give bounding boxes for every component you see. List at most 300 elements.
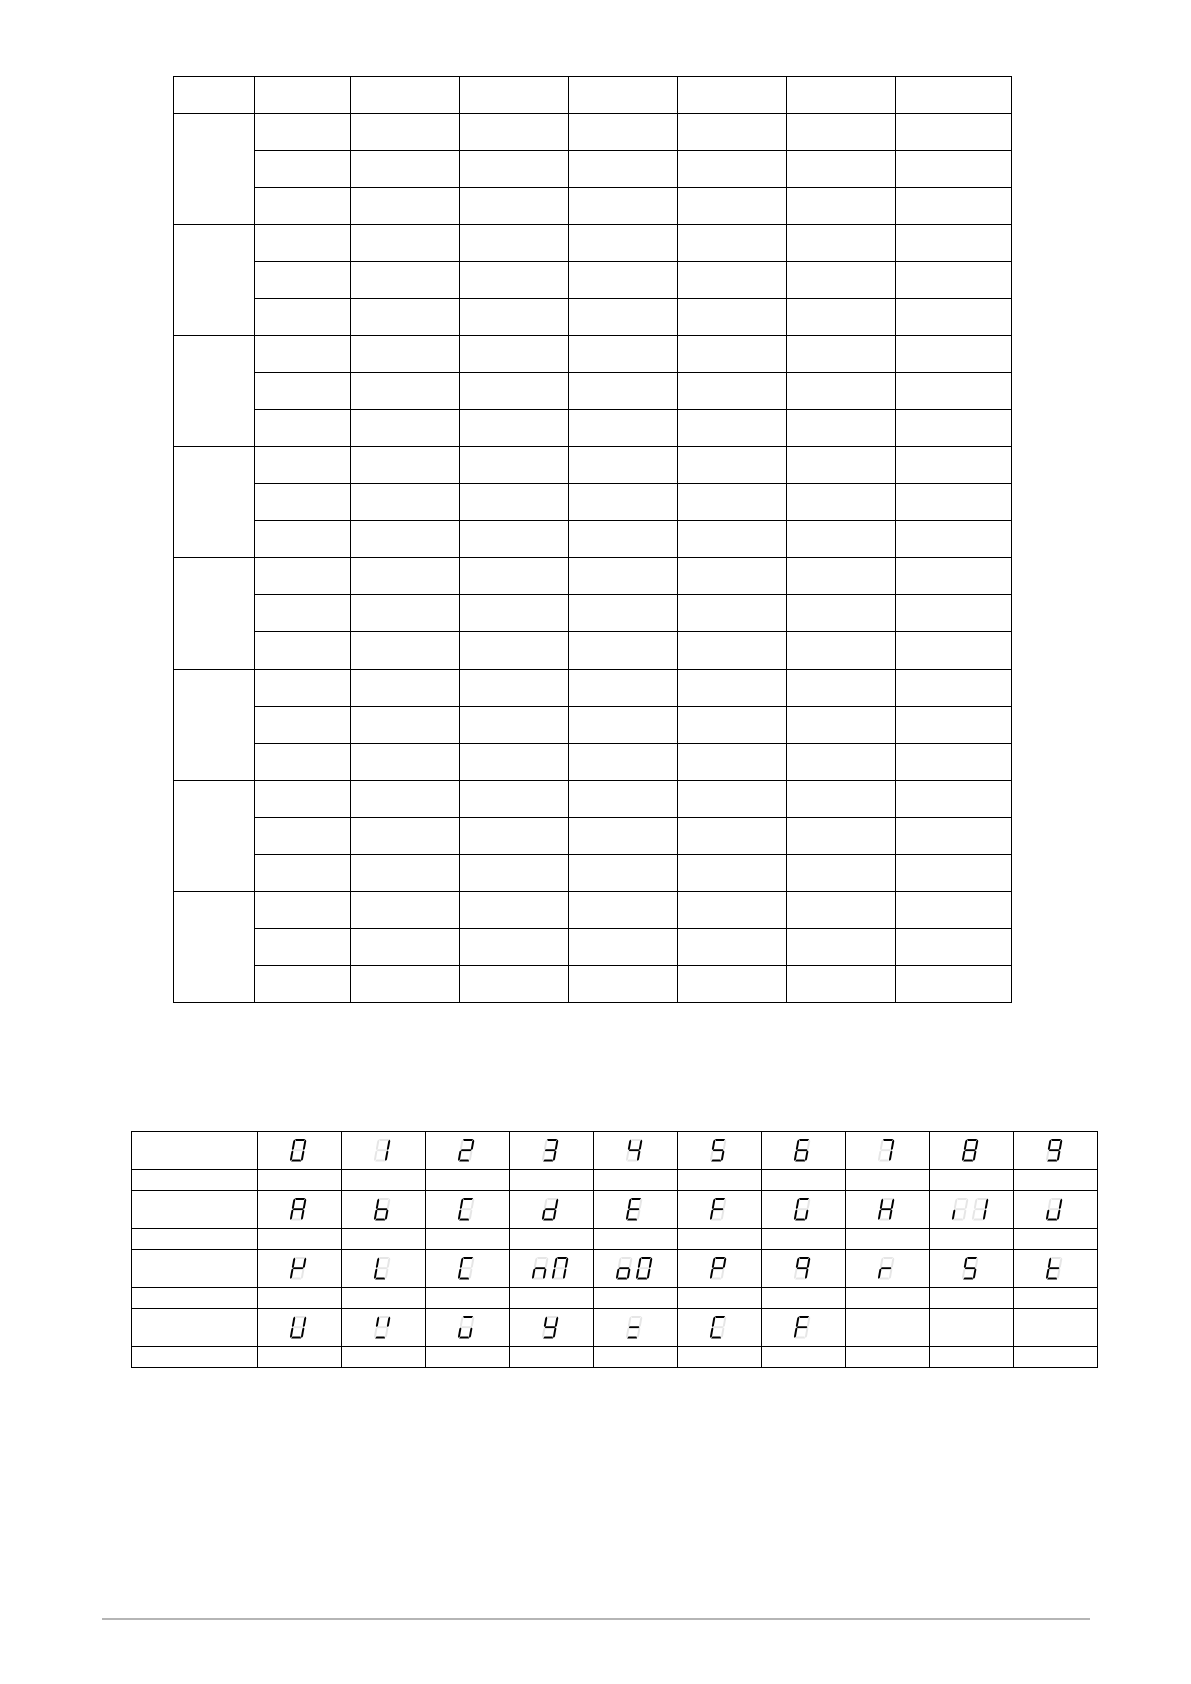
glyph-cell: [342, 1191, 426, 1229]
grid-cell: [351, 188, 460, 225]
letter-M-glyph: [456, 1256, 480, 1282]
grid-cell: [896, 928, 1012, 965]
segment-b: [806, 1316, 809, 1327]
segment-d: [627, 1159, 637, 1161]
segment-b: [1058, 1139, 1061, 1150]
segment-d: [291, 1277, 301, 1279]
segment-b: [638, 1316, 641, 1327]
glyph-caption-cell: [510, 1229, 594, 1250]
segment-d: [711, 1159, 721, 1161]
grid-cell: [351, 706, 460, 743]
segment-g: [376, 1326, 387, 1328]
grid-cell: [896, 373, 1012, 410]
segment-f: [1047, 1257, 1050, 1268]
grid-cell: [255, 928, 351, 965]
letter-b-glyph: [372, 1197, 396, 1223]
grid-group-cell: [174, 225, 255, 336]
segment-f: [795, 1316, 798, 1327]
glyph-row-label: [132, 1250, 258, 1288]
segment-c: [636, 1327, 639, 1338]
grid-row: [174, 188, 1012, 225]
segment-e: [709, 1327, 712, 1338]
glyph-cell: [594, 1191, 678, 1229]
grid-cell: [678, 299, 787, 336]
segment-d: [711, 1336, 721, 1338]
grid-cell: [460, 151, 569, 188]
seven-segment-character-table: [131, 1131, 1098, 1368]
segment-g: [954, 1208, 965, 1210]
segment-a: [463, 1257, 473, 1259]
segment-c: [1056, 1150, 1059, 1161]
grid-cell: [351, 780, 460, 817]
segment-e: [373, 1327, 376, 1338]
segment-g: [554, 1267, 565, 1269]
segment-g: [712, 1267, 723, 1269]
grid-row: [174, 410, 1012, 447]
grid-cell: [787, 706, 896, 743]
segment-f: [291, 1316, 294, 1327]
glyph-caption-cell: [258, 1170, 342, 1191]
segment-f: [963, 1139, 966, 1150]
glyph-cell: [846, 1132, 930, 1170]
segment-a: [295, 1257, 305, 1259]
segment-f: [711, 1198, 714, 1209]
segment-f: [879, 1257, 882, 1268]
segment-e: [551, 1268, 554, 1279]
letter-C-glyph: [456, 1197, 480, 1223]
segment-f: [533, 1257, 536, 1268]
segment-d: [543, 1336, 553, 1338]
grid-cell: [569, 336, 678, 373]
segment-f: [291, 1257, 294, 1268]
segment-e: [1045, 1209, 1048, 1220]
grid-cell: [255, 336, 351, 373]
segment-a: [967, 1257, 977, 1259]
glyph-caption-cell: [342, 1170, 426, 1191]
segment-d: [375, 1218, 385, 1220]
segment-a: [537, 1257, 547, 1259]
grid-cell: [351, 854, 460, 891]
segment-f: [375, 1316, 378, 1327]
segment-a: [799, 1257, 809, 1259]
segment-g: [880, 1267, 891, 1269]
grid-cell: [351, 632, 460, 669]
segment-g: [460, 1149, 471, 1151]
segment-g: [628, 1208, 639, 1210]
grid-cell: [678, 373, 787, 410]
segment-b: [1058, 1257, 1061, 1268]
letter-G-glyph: [792, 1197, 816, 1223]
glyph-caption-cell: [846, 1347, 930, 1368]
segment-b: [302, 1198, 305, 1209]
grid-cell: [255, 299, 351, 336]
grid-cell: [678, 558, 787, 595]
glyph-caption-cell: [426, 1347, 510, 1368]
segment-b: [554, 1139, 557, 1150]
segment-d: [953, 1218, 963, 1220]
grid-cell: [678, 928, 787, 965]
segment-a: [463, 1139, 473, 1141]
segment-e: [625, 1209, 628, 1220]
segment-a: [1051, 1198, 1061, 1200]
grid-row: [174, 484, 1012, 521]
segment-c: [468, 1209, 471, 1220]
grid-row: [174, 299, 1012, 336]
grid-cell: [255, 854, 351, 891]
segment-b: [302, 1257, 305, 1268]
segment-b: [984, 1198, 987, 1209]
grid-row: [174, 669, 1012, 706]
grid-cell: [787, 188, 896, 225]
grid-cell: [460, 188, 569, 225]
segment-b: [470, 1198, 473, 1209]
segment-d: [533, 1277, 543, 1279]
grid-cell: [351, 484, 460, 521]
grid-cell: [569, 151, 678, 188]
segment-c: [552, 1327, 555, 1338]
glyph-cell: [342, 1309, 426, 1347]
glyph-caption-cell: [258, 1347, 342, 1368]
segment-a: [715, 1316, 725, 1318]
grid-header-cell: [787, 77, 896, 114]
segment-d: [973, 1218, 983, 1220]
grid-cell: [678, 151, 787, 188]
segment-g: [1048, 1267, 1059, 1269]
glyph-caption-cell: [426, 1229, 510, 1250]
segment-a: [621, 1257, 631, 1259]
grid-cell: [787, 743, 896, 780]
grid-group-cell: [174, 114, 255, 225]
grid-cell: [255, 373, 351, 410]
segment-f: [459, 1139, 462, 1150]
segment-c: [300, 1209, 303, 1220]
grid-row: [174, 521, 1012, 558]
segment-g: [544, 1149, 555, 1151]
segment-c: [384, 1327, 387, 1338]
grid-cell: [678, 854, 787, 891]
digit-0-glyph: [288, 1138, 312, 1164]
letter-t-glyph: [1044, 1256, 1068, 1282]
grid-cell: [255, 632, 351, 669]
grid-group-cell: [174, 669, 255, 780]
glyph-cell: [930, 1309, 1014, 1347]
segment-c: [646, 1268, 649, 1279]
grid-cell: [787, 151, 896, 188]
segment-a: [977, 1198, 987, 1200]
segment-g: [292, 1149, 303, 1151]
grid-cell: [351, 891, 460, 928]
segment-a: [379, 1139, 389, 1141]
grid-cell: [255, 743, 351, 780]
segment-a: [295, 1316, 305, 1318]
segment-b: [544, 1257, 547, 1268]
grid-cell: [460, 299, 569, 336]
grid-cell: [351, 669, 460, 706]
segment-d: [879, 1277, 889, 1279]
segment-d: [375, 1277, 385, 1279]
segment-g: [628, 1326, 639, 1328]
grid-cell: [678, 891, 787, 928]
segment-f: [627, 1316, 630, 1327]
grid-cell: [896, 632, 1012, 669]
grid-cell: [460, 447, 569, 484]
glyph-cell: [846, 1250, 930, 1288]
segment-d: [459, 1218, 469, 1220]
segment-a: [379, 1316, 389, 1318]
grid-cell: [460, 891, 569, 928]
digit-9-glyph: [1044, 1138, 1068, 1164]
segment-f: [375, 1198, 378, 1209]
letter-F-alt-glyph: [792, 1315, 816, 1341]
segment-b: [1058, 1198, 1061, 1209]
glyph-caption-cell: [510, 1288, 594, 1309]
segment-b: [470, 1257, 473, 1268]
segment-f: [459, 1257, 462, 1268]
glyph-row: [132, 1191, 1098, 1229]
segment-e: [541, 1327, 544, 1338]
grid-cell: [896, 743, 1012, 780]
glyph-caption-cell: [342, 1288, 426, 1309]
segment-a: [631, 1316, 641, 1318]
grid-cell: [255, 262, 351, 299]
segment-b: [648, 1257, 651, 1268]
segment-b: [974, 1257, 977, 1268]
segment-a: [557, 1257, 567, 1259]
grid-cell: [569, 965, 678, 1002]
segment-e: [951, 1209, 954, 1220]
grid-cell: [896, 299, 1012, 336]
grid-cell: [787, 780, 896, 817]
grid-cell: [678, 225, 787, 262]
grid-cell: [569, 632, 678, 669]
segment-g: [628, 1149, 639, 1151]
glyph-cell: [258, 1191, 342, 1229]
glyph-cell: [258, 1132, 342, 1170]
grid-group-cell: [174, 891, 255, 1002]
segment-a: [547, 1139, 557, 1141]
grid-row: [174, 706, 1012, 743]
grid-cell: [678, 669, 787, 706]
grid-cell: [787, 632, 896, 669]
grid-cell: [351, 743, 460, 780]
glyph-row-label: [132, 1132, 258, 1170]
segment-f: [375, 1257, 378, 1268]
grid-cell: [787, 854, 896, 891]
segment-e: [635, 1268, 638, 1279]
glyph-caption-row: [132, 1288, 1098, 1309]
segment-e: [289, 1150, 292, 1161]
letter-A-glyph: [288, 1197, 312, 1223]
grid-cell: [896, 558, 1012, 595]
glyph-caption-row: [132, 1170, 1098, 1191]
segment-d: [627, 1218, 637, 1220]
letter-F-glyph: [708, 1197, 732, 1223]
glyph-cell: [510, 1250, 594, 1288]
grid-row: [174, 928, 1012, 965]
grid-cell: [255, 558, 351, 595]
segment-e: [793, 1327, 796, 1338]
segment-b: [386, 1257, 389, 1268]
segment-c: [468, 1268, 471, 1279]
grid-cell: [460, 669, 569, 706]
segment-e: [793, 1150, 796, 1161]
glyph-caption-cell: [930, 1288, 1014, 1309]
segment-a: [295, 1139, 305, 1141]
grid-cell: [255, 521, 351, 558]
segment-a: [1051, 1139, 1061, 1141]
segment-g: [534, 1267, 545, 1269]
segment-c: [626, 1268, 629, 1279]
segment-g: [974, 1208, 985, 1210]
grid-cell: [460, 817, 569, 854]
segment-e: [615, 1268, 618, 1279]
grid-cell: [678, 114, 787, 151]
glyph-cell: [762, 1309, 846, 1347]
glyph-cell: [1014, 1132, 1098, 1170]
grid-cell: [678, 484, 787, 521]
grid-cell: [896, 336, 1012, 373]
grid-cell: [896, 521, 1012, 558]
segment-c: [888, 1150, 891, 1161]
grid-row: [174, 632, 1012, 669]
segment-g: [1048, 1208, 1059, 1210]
glyph-caption-cell: [678, 1229, 762, 1250]
grid-cell: [569, 447, 678, 484]
segment-b: [302, 1139, 305, 1150]
segment-e: [961, 1268, 964, 1279]
grid-cell: [787, 114, 896, 151]
glyph-cell: [762, 1250, 846, 1288]
grid-cell: [460, 225, 569, 262]
grid-cell: [896, 965, 1012, 1002]
glyph-cell: [1014, 1250, 1098, 1288]
grid-cell: [255, 780, 351, 817]
grid-group-cell: [174, 780, 255, 891]
glyph-caption-cell: [510, 1347, 594, 1368]
grid-cell: [569, 299, 678, 336]
segment-c: [384, 1150, 387, 1161]
grid-cell: [569, 669, 678, 706]
segment-e: [1045, 1268, 1048, 1279]
grid-cell: [896, 817, 1012, 854]
segment-g: [964, 1149, 975, 1151]
grid-cell: [787, 669, 896, 706]
grid-cell: [351, 336, 460, 373]
grid-row: [174, 891, 1012, 928]
segment-d: [711, 1277, 721, 1279]
glyph-caption-cell: [426, 1170, 510, 1191]
grid-cell: [569, 595, 678, 632]
glyph-caption-row: [132, 1229, 1098, 1250]
glyph-row-label: [132, 1309, 258, 1347]
grid-row: [174, 151, 1012, 188]
segment-b: [628, 1257, 631, 1268]
grid-cell: [896, 484, 1012, 521]
glyph-cell: [678, 1132, 762, 1170]
digit-3-glyph: [540, 1138, 564, 1164]
segment-d: [459, 1277, 469, 1279]
digit-1-glyph: [372, 1138, 396, 1164]
grid-group-cell: [174, 336, 255, 447]
segment-g: [460, 1208, 471, 1210]
segment-a: [463, 1316, 473, 1318]
grid-cell: [351, 447, 460, 484]
segment-c: [552, 1209, 555, 1220]
segment-g: [796, 1208, 807, 1210]
grid-cell: [255, 669, 351, 706]
glyph-cell: [426, 1132, 510, 1170]
grid-cell: [787, 373, 896, 410]
segment-b: [890, 1257, 893, 1268]
glyph-cell: [258, 1309, 342, 1347]
grid-cell: [569, 410, 678, 447]
grid-cell: [460, 854, 569, 891]
segment-c: [384, 1268, 387, 1279]
glyph-cell: [594, 1309, 678, 1347]
grid-cell: [569, 817, 678, 854]
glyph-caption-cell: [594, 1288, 678, 1309]
glyph-caption-cell: [258, 1288, 342, 1309]
segment-g: [376, 1267, 387, 1269]
segment-c: [720, 1209, 723, 1220]
grid-cell: [569, 780, 678, 817]
grid-row: [174, 743, 1012, 780]
glyph-row: [132, 1309, 1098, 1347]
segment-c: [300, 1268, 303, 1279]
grid-cell: [787, 447, 896, 484]
segment-f: [711, 1257, 714, 1268]
grid-row: [174, 558, 1012, 595]
segment-g: [712, 1326, 723, 1328]
glyph-cell: [678, 1250, 762, 1288]
letter-E-glyph: [624, 1197, 648, 1223]
glyph-cell: [846, 1191, 930, 1229]
grid-cell: [569, 521, 678, 558]
segment-c: [972, 1268, 975, 1279]
grid-cell: [351, 410, 460, 447]
grid-cell: [896, 780, 1012, 817]
segment-f: [711, 1139, 714, 1150]
segment-c: [636, 1150, 639, 1161]
grid-cell: [678, 262, 787, 299]
glyph-caption-label: [132, 1288, 258, 1309]
segment-g: [544, 1326, 555, 1328]
glyph-cell: [1014, 1191, 1098, 1229]
segment-b: [974, 1139, 977, 1150]
glyph-caption-cell: [930, 1170, 1014, 1191]
grid-cell: [351, 151, 460, 188]
glyph-caption-cell: [678, 1347, 762, 1368]
glyph-cell: [594, 1250, 678, 1288]
glyph-caption-label: [132, 1347, 258, 1368]
grid-group-cell: [174, 447, 255, 558]
glyph-caption-label: [132, 1229, 258, 1250]
digit-6-glyph: [792, 1138, 816, 1164]
segment-g: [880, 1149, 891, 1151]
letter-r-glyph: [876, 1256, 900, 1282]
glyph-cell: [1014, 1309, 1098, 1347]
grid-row: [174, 447, 1012, 484]
letter-Z-glyph: [624, 1315, 648, 1341]
grid-cell: [787, 262, 896, 299]
grid-cell: [678, 743, 787, 780]
letter-o-glyph: [614, 1256, 658, 1282]
segment-e: [289, 1327, 292, 1338]
grid-group-cell: [174, 558, 255, 669]
grid-cell: [351, 595, 460, 632]
grid-cell: [787, 595, 896, 632]
segment-b: [638, 1139, 641, 1150]
